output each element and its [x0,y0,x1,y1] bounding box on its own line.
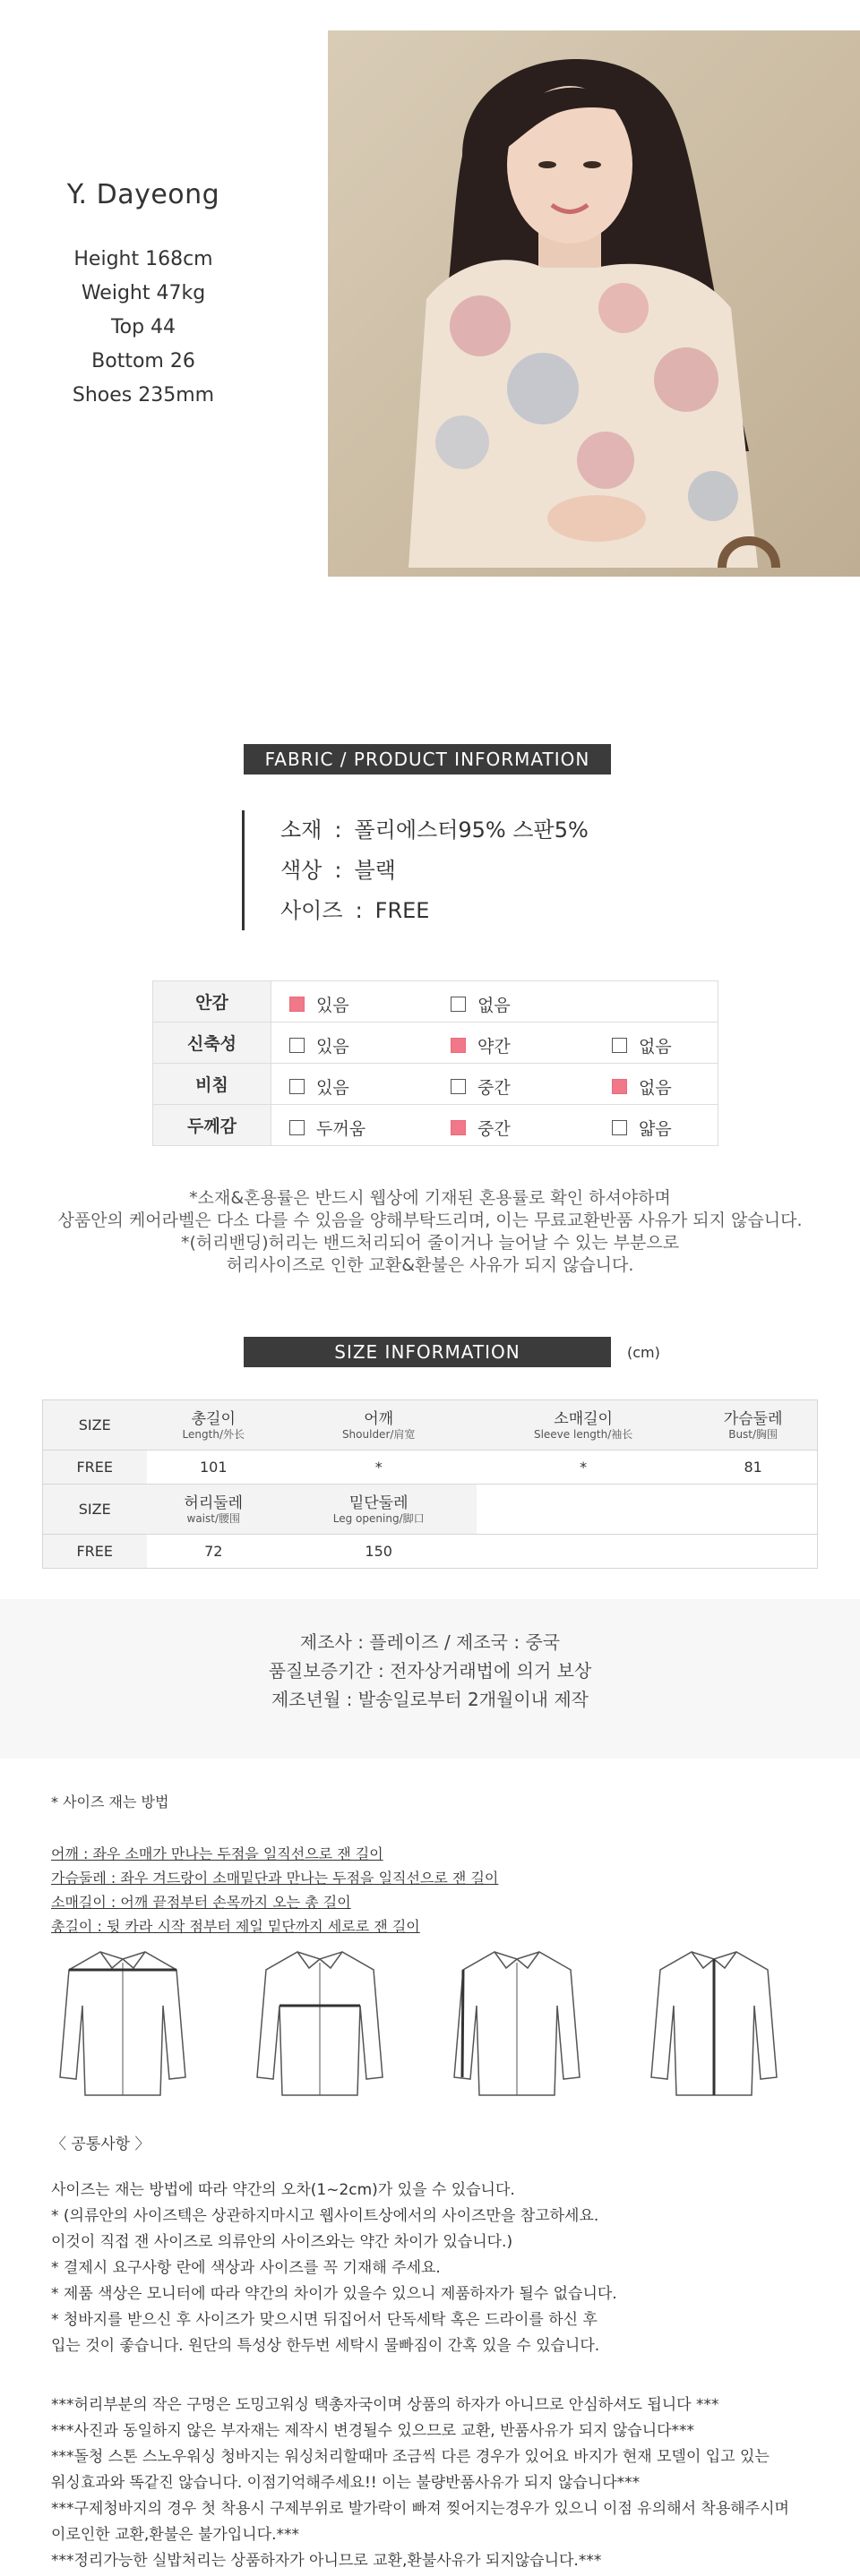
checkbox-unchecked [289,1120,305,1135]
property-option: 있음 [289,1074,349,1099]
material-label: 소재 [280,817,322,843]
measurement-diagrams [51,1943,795,2104]
size-value: * [280,1451,477,1485]
property-row-thickness [153,1105,718,1146]
size-column-header: 밑단둘레 Leg opening/脚口 [280,1485,477,1535]
size-name: FREE [43,1535,147,1569]
property-option: 중간 [451,1116,511,1140]
warning-line: ***돌청 스톤 스노우워싱 청바지는 워싱처리할때마 조금씩 다른 경우가 있어요 바지가 현재 모델이 입고 있는 [51,2448,770,2466]
property-label: 두께감 [153,1105,271,1146]
property-option: 있음 [289,1033,349,1057]
property-label: 안감 [153,981,271,1023]
checkbox-unchecked [289,1079,305,1094]
size-value: 150 [280,1535,477,1569]
guide-line-shoulder: 어깨 : 좌우 소매가 만나는 두점을 일직선으로 잰 길이 [51,1845,383,1862]
manufacture-date-line: 제조년월 : 발송일로부터 2개월이내 제작 [271,1689,589,1710]
manufacturer-line: 제조사 : 플레이즈 / 제조국 : 중국 [299,1631,561,1653]
size-separator: : [355,898,363,923]
size-value: * [477,1451,690,1485]
warning-line: ***허리부분의 작은 구멍은 도밍고워싱 택총자국이며 상품의 하자가 아니므로 안심하셔도 됩니다 *** [51,2396,719,2414]
warning-notices [51,2392,821,2574]
model-photo [328,30,860,577]
size-value: FREE [374,898,430,923]
common-notice-title: 〈 공통사항 〉 [51,2135,150,2153]
size-row-label: SIZE [43,1485,147,1535]
common-line: * 결제시 요구사항 란에 색상과 사이즈를 꼭 기재해 주세요. [51,2259,441,2277]
model-name: Y. Dayeong [66,179,220,210]
common-line: 이것이 직접 잰 사이즈로 의류안의 사이즈와는 약간 차이가 있습니다.) [51,2233,513,2251]
property-row-lining [153,981,718,1023]
model-bottom-size: Bottom 26 [91,350,195,372]
warning-line: ***정리가능한 실밥처리는 상품하자가 아니므로 교환,환불사유가 되지않습니다.*** [51,2552,602,2570]
size-value: 72 [147,1535,281,1569]
fabric-info-title: FABRIC / PRODUCT INFORMATION [244,744,611,775]
fabric-row-size [280,891,589,931]
size-label: 사이즈 [280,898,343,923]
shirt-length-diagram [642,1943,786,2104]
note-line: 허리사이즈로 인한 교환&환불은 사유가 되지 않습니다. [226,1255,634,1275]
size-value: 101 [147,1451,281,1485]
warning-line: ***사진과 동일하지 않은 부자재는 제작시 변경될수 있으므로 교환, 반품사유가 되지 않습니다*** [51,2422,695,2440]
property-option: 두꺼움 [289,1116,366,1140]
material-value: 폴리에스터95% 스판5% [354,817,589,843]
size-value-row [43,1535,818,1569]
size-value-row [43,1451,818,1485]
fabric-properties-table [152,980,718,1146]
property-option: 없음 [612,1033,672,1057]
checkbox-unchecked [612,1120,627,1135]
shirt-bust-diagram [248,1943,391,2104]
property-option: 있음 [289,992,349,1016]
warning-line: ***구제청바지의 경우 첫 착용시 구제부위로 발가락이 빠져 찢어지는경우가 있으니 이점 유의해서 착용해주시며 [51,2500,789,2518]
checkbox-checked [612,1079,627,1094]
size-header-row [43,1485,818,1535]
size-column-header: 어깨 Shoulder/肩宽 [280,1400,477,1451]
guide-title: * 사이즈 재는 방법 [51,1793,169,1810]
guide-line-bust: 가슴둘레 : 좌우 겨드랑이 소매밑단과 만나는 두점을 일직선으로 잰 길이 [51,1870,499,1887]
size-column-header: 소매길이 Sleeve length/袖长 [477,1400,690,1451]
note-line: *소재&혼용률은 반드시 웹상에 기재된 혼용률로 확인 하셔야하며 [189,1188,671,1208]
model-shoe-size: Shoes 235mm [72,384,215,407]
checkbox-unchecked [451,1079,466,1094]
warranty-line: 품질보증기간 : 전자상거래법에 의거 보상 [268,1660,592,1682]
property-option: 없음 [451,992,511,1016]
fabric-row-color [280,851,589,891]
fabric-info-box [242,810,589,930]
shirt-shoulder-diagram [51,1943,194,2104]
size-header-row [43,1400,818,1451]
common-notice [51,2178,821,2359]
property-option: 중간 [451,1074,511,1099]
model-section [0,0,860,591]
common-line: 사이즈는 재는 방법에 따라 약간의 오차(1~2cm)가 있을 수 있습니다. [51,2181,515,2199]
checkbox-checked [451,1038,466,1053]
property-option: 얇음 [612,1116,672,1140]
model-info [36,179,251,413]
property-label: 비침 [153,1064,271,1105]
model-photo-illustration [328,30,860,577]
size-unit: (cm) [627,1344,660,1361]
manufacturer-info [0,1599,860,1759]
size-value: 81 [690,1451,816,1485]
property-label: 신축성 [153,1023,271,1064]
shirt-sleeve-diagram [445,1943,589,2104]
model-weight: Weight 47kg [81,282,206,304]
warning-line: 워싱효과와 똑같진 않습니다. 이점기억해주세요!! 이는 불량반품사유가 되지 않습니다*** [51,2474,641,2492]
size-column-header: 총길이 Length/外长 [147,1400,281,1451]
fabric-row-material [280,810,589,851]
material-notes [36,1187,824,1277]
property-row-sheer [153,1064,718,1105]
size-name: FREE [43,1451,147,1485]
warning-line: 이로인한 교환,환불은 불가입니다.*** [51,2526,300,2544]
common-line: 입는 것이 좋습니다. 원단의 특성상 한두번 세탁시 물빠짐이 간혹 있을 수 있습니다. [51,2337,600,2355]
size-info-title: SIZE INFORMATION [244,1337,611,1367]
size-column-header: 허리둘레 waist/腰围 [147,1485,281,1535]
material-separator: : [334,817,342,843]
property-option: 없음 [612,1074,672,1099]
color-separator: : [334,858,342,883]
size-row-label: SIZE [43,1400,147,1451]
common-line: * 청바지를 받으신 후 사이즈가 맞으시면 뒤집어서 단독세탁 혹은 드라이를 하신 후 [51,2311,598,2329]
size-table [42,1399,818,1569]
checkbox-checked [451,1120,466,1135]
checkbox-unchecked [612,1038,627,1053]
property-option: 약간 [451,1033,511,1057]
common-line: * 제품 색상은 모니터에 따라 약간의 차이가 있을수 있으니 제품하자가 될수 없습니다. [51,2285,617,2303]
note-line: 상품안의 케어라벨은 다소 다를 수 있음을 양해부탁드리며, 이는 무료교환반품 사유가 되지 않습니다. [57,1211,803,1230]
property-row-stretch [153,1023,718,1064]
model-height: Height 168cm [73,248,213,270]
guide-line-length: 총길이 : 뒷 카라 시작 점부터 제일 밑단까지 세로로 잰 길이 [51,1918,420,1935]
color-value: 블랙 [354,858,396,883]
common-line: * (의류안의 사이즈텍은 상관하지마시고 웹사이트상에서의 사이즈만을 참고하세요. [51,2207,599,2225]
checkbox-unchecked [289,1038,305,1053]
color-label: 색상 [280,858,322,883]
size-column-header: 가슴둘레 Bust/胸围 [690,1400,816,1451]
checkbox-unchecked [451,997,466,1012]
checkbox-checked [289,997,305,1012]
model-top-size: Top 44 [110,316,176,338]
guide-line-sleeve: 소매길이 : 어깨 끝점부터 손목까지 오는 총 길이 [51,1894,351,1911]
measuring-guide [51,1791,821,1938]
note-line: *(허리밴딩)허리는 밴드처리되어 줄이거나 늘어날 수 있는 부분으로 [180,1233,680,1253]
